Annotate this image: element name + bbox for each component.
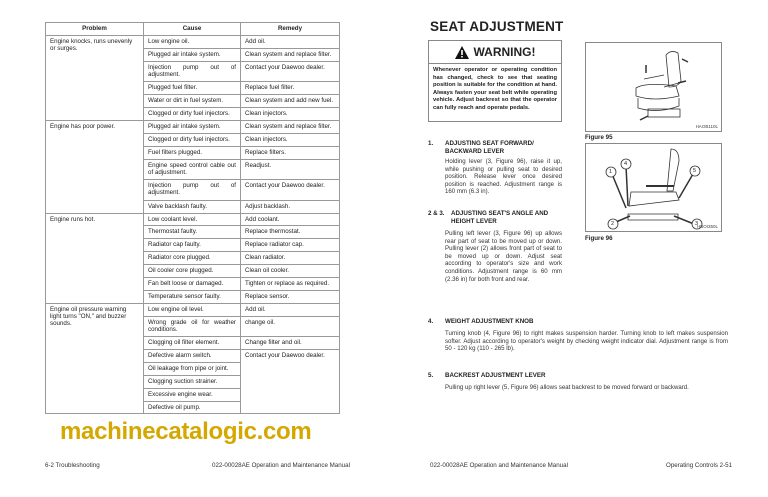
remedy-cell: change oil. bbox=[241, 316, 340, 337]
troubleshooting-table bbox=[45, 22, 340, 414]
cause-cell: Plugged air intake system. bbox=[144, 120, 241, 133]
problem-cell: Engine runs hot. bbox=[46, 213, 144, 303]
remedy-cell: Replace filters. bbox=[241, 146, 340, 159]
table-row bbox=[46, 120, 340, 133]
callout-2: 2 bbox=[611, 220, 615, 227]
page-title: SEAT ADJUSTMENT bbox=[430, 19, 564, 34]
remedy-cell: Add oil. bbox=[241, 36, 340, 49]
section-2-3-text: Pulling left lever (3, Figure 96) up allows rear part of seat to be moved up or down. Pulling lever (2) allows front part of seat to be moved up or down. Adjust seat according to operator's size and work conditions. Adjustment range is 60 mm (2.36 in) for both front and rear. bbox=[445, 230, 562, 283]
cause-cell: Low engine oil. bbox=[144, 36, 241, 49]
cause-cell: Defective alarm switch. bbox=[144, 350, 241, 363]
cause-cell: Clogged or dirty fuel injectors. bbox=[144, 133, 241, 146]
footer-left-page-number: 6-2 Troubleshooting bbox=[45, 462, 100, 469]
section-1-number: 1. bbox=[428, 140, 434, 147]
cause-cell: Radiator core plugged. bbox=[144, 252, 241, 265]
remedy-cell: Adjust backlash. bbox=[241, 200, 340, 213]
warning-box bbox=[428, 40, 562, 122]
callout-5: 5 bbox=[693, 167, 697, 174]
warning-text: Whenever operator or operating condition has changed, check to see that seating position is suitable for the condition at hand. Always fasten your seat belt while operating vehicle. Adjust backrest so that the operator can fully reach and operate pedals. bbox=[433, 67, 557, 111]
callout-3: 3 bbox=[695, 220, 699, 227]
cause-cell: Defective oil pump. bbox=[144, 401, 241, 414]
remedy-cell: Contact your Daewoo dealer. bbox=[241, 350, 340, 414]
header-cause: Cause bbox=[144, 23, 241, 36]
cause-cell: Water or dirt in fuel system. bbox=[144, 95, 241, 108]
remedy-cell: Change filter and oil. bbox=[241, 337, 340, 350]
section-5-heading: BACKREST ADJUSTMENT LEVER bbox=[445, 372, 546, 379]
warning-label: WARNING! bbox=[473, 45, 536, 59]
section-4-heading: WEIGHT ADJUSTMENT KNOB bbox=[445, 318, 534, 325]
figure-95-caption: Figure 95 bbox=[585, 134, 613, 141]
remedy-cell: Replace thermostat. bbox=[241, 226, 340, 239]
cause-cell: Clogged or dirty fuel injectors. bbox=[144, 108, 241, 121]
remedy-cell: Tighten or replace as required. bbox=[241, 277, 340, 290]
remedy-cell: Clean injectors. bbox=[241, 108, 340, 121]
warning-triangle-icon bbox=[455, 46, 469, 59]
remedy-cell: Readjust. bbox=[241, 159, 340, 180]
problem-cell: Engine oil pressure warning light turns "ON," and buzzer sounds. bbox=[46, 303, 144, 414]
cause-cell: Thermostat faulty. bbox=[144, 226, 241, 239]
figure-96-seat-controls bbox=[585, 143, 722, 232]
cause-cell: Radiator cap faulty. bbox=[144, 239, 241, 252]
remedy-cell: Clean radiator. bbox=[241, 252, 340, 265]
seat-controls-illustration bbox=[586, 144, 723, 233]
header-problem: Problem bbox=[46, 23, 144, 36]
cause-cell: Clogging suction strainer. bbox=[144, 375, 241, 388]
cause-cell: Oil cooler core plugged. bbox=[144, 265, 241, 278]
section-2-3-number: 2 & 3. bbox=[428, 210, 445, 217]
callout-1: 1 bbox=[609, 168, 613, 175]
cause-cell: Injection pump out of adjustment. bbox=[144, 180, 241, 201]
watermark: machinecatalogic.com bbox=[60, 418, 312, 445]
remedy-cell: Clean oil cooler. bbox=[241, 265, 340, 278]
cause-cell: Valve backlash faulty. bbox=[144, 200, 241, 213]
section-4-number: 4. bbox=[428, 318, 434, 325]
cause-cell: Plugged air intake system. bbox=[144, 48, 241, 61]
section-4-text: Turning knob (4, Figure 96) to right makes suspension harder. Turning knob to left makes suspension softer. Adjust according to operator's weight by checking weight indicator dial. Adjustment range is from 50 - 120 kg (110 - 265 lb). bbox=[445, 330, 728, 353]
remedy-cell: Replace sensor. bbox=[241, 290, 340, 303]
footer-right-page-number: Operating Controls 2-51 bbox=[666, 462, 733, 469]
footer-right-manual: 022-00028AE Operation and Maintenance Manual bbox=[430, 462, 568, 469]
remedy-cell: Add oil. bbox=[241, 303, 340, 316]
cause-cell: Plugged fuel filter. bbox=[144, 82, 241, 95]
cause-cell: Oil leakage from pipe or joint. bbox=[144, 362, 241, 375]
cause-cell: Excessive engine wear. bbox=[144, 388, 241, 401]
cause-cell: Low coolant level. bbox=[144, 213, 241, 226]
callout-4: 4 bbox=[624, 160, 628, 167]
remedy-cell: Clean system and replace filter. bbox=[241, 48, 340, 61]
cause-cell: Low engine oil level. bbox=[144, 303, 241, 316]
cause-cell: Injection pump out of adjustment. bbox=[144, 61, 241, 82]
section-5-text: Pulling up right lever (5, Figure 96) allows seat backrest to be moved forward or backward. bbox=[445, 384, 689, 391]
cause-cell: Fuel filters plugged. bbox=[144, 146, 241, 159]
remedy-cell: Add coolant. bbox=[241, 213, 340, 226]
remedy-cell: Replace radiator cap. bbox=[241, 239, 340, 252]
remedy-cell: Clean system and replace filter. bbox=[241, 120, 340, 133]
figure-95-seat bbox=[585, 42, 722, 132]
header-remedy: Remedy bbox=[241, 23, 340, 36]
seat-illustration bbox=[586, 43, 723, 133]
remedy-cell: Contact your Daewoo dealer. bbox=[241, 180, 340, 201]
figure-96-caption: Figure 96 bbox=[585, 235, 613, 242]
problem-cell: Engine has poor power. bbox=[46, 120, 144, 213]
section-2-3-heading: ADJUSTING SEAT'S ANGLE AND HEIGHT LEVER bbox=[451, 210, 549, 225]
section-1-heading: ADJUSTING SEAT FORWARD/ BACKWARD LEVER bbox=[445, 140, 534, 155]
remedy-cell: Contact your Daewoo dealer. bbox=[241, 61, 340, 82]
table-row bbox=[46, 36, 340, 49]
cause-cell: Fan belt loose or damaged. bbox=[144, 277, 241, 290]
figure-96-code: HBOI350L bbox=[696, 224, 718, 229]
cause-cell: Wrong grade oil for weather conditions. bbox=[144, 316, 241, 337]
remedy-cell: Clean injectors. bbox=[241, 133, 340, 146]
section-5-number: 5. bbox=[428, 372, 434, 379]
table-row bbox=[46, 213, 340, 226]
cause-cell: Temperature sensor faulty. bbox=[144, 290, 241, 303]
cause-cell: Clogging oil filter element. bbox=[144, 337, 241, 350]
problem-cell: Engine knocks, runs unevenly or surges. bbox=[46, 36, 144, 121]
section-1-text: Holding lever (3, Figure 96), raise it up, while pushing or pulling seat to desired position. Release lever once desired position is reached. Adjustment range is 160 mm (6.3 in). bbox=[445, 158, 562, 196]
footer-left-manual: 022-00028AE Operation and Maintenance Manual bbox=[212, 462, 350, 469]
table-row bbox=[46, 303, 340, 316]
remedy-cell: Replace fuel filter. bbox=[241, 82, 340, 95]
cause-cell: Engine speed control cable out of adjustment. bbox=[144, 159, 241, 180]
figure-95-code: HAOB110L bbox=[695, 124, 718, 129]
remedy-cell: Clean system and add new fuel. bbox=[241, 95, 340, 108]
